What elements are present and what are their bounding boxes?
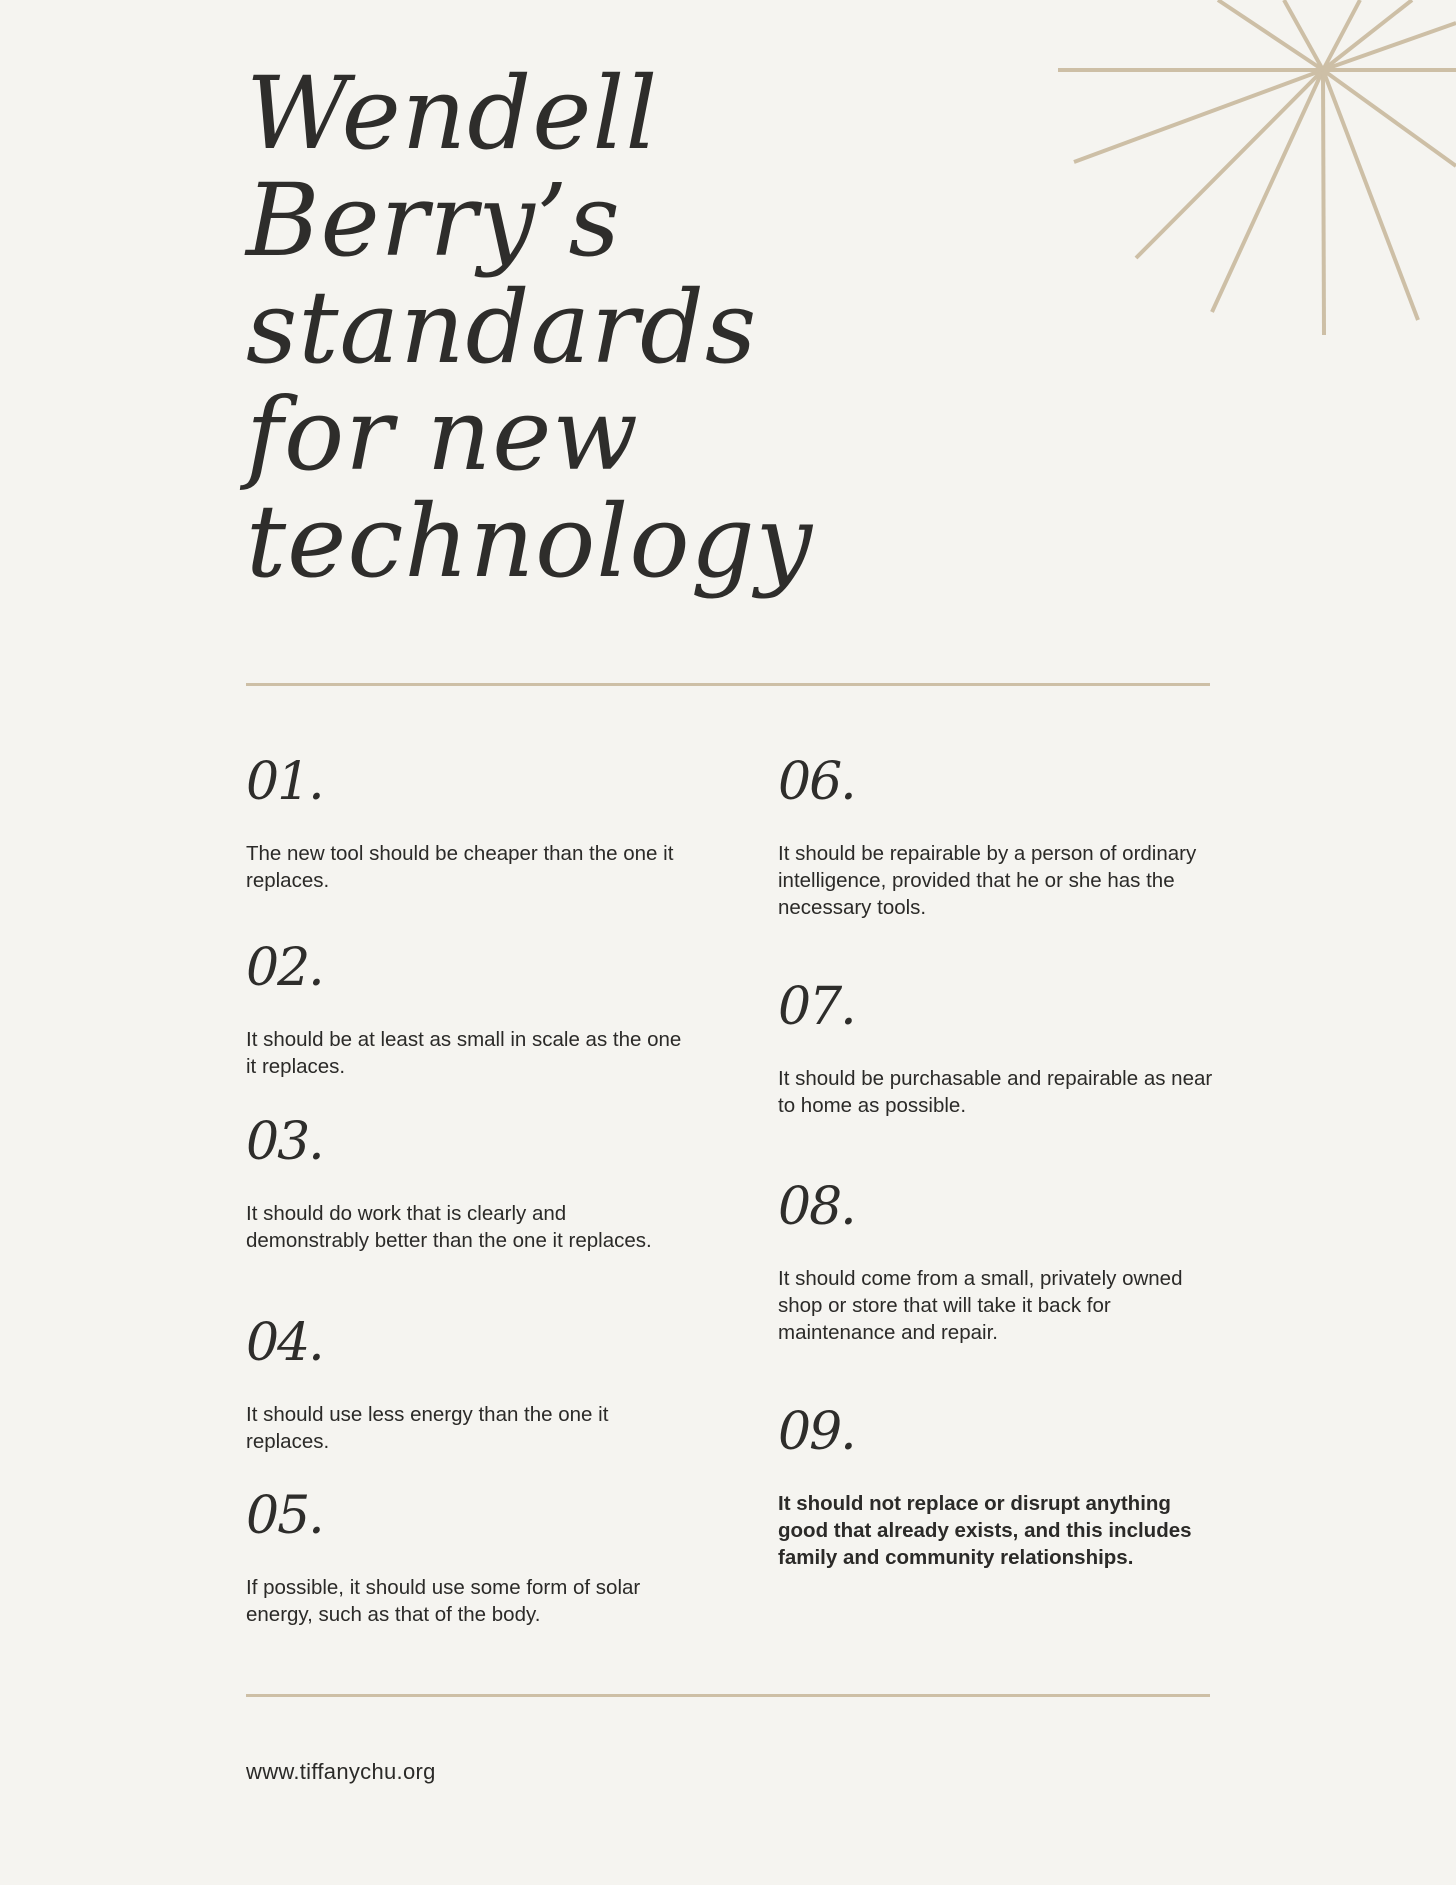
standard-item	[246, 1112, 686, 1252]
standard-text: It should use less energy than the one it replaces.	[246, 1403, 609, 1453]
standard-text: It should be purchasable and repairable as near to home as possible.	[778, 1067, 1213, 1117]
standard-text: It should be repairable by a person of ordinary intelligence, provided that he or she has the necessary tools.	[778, 842, 1197, 919]
title-line: for new	[246, 376, 639, 493]
bottom-divider	[246, 1694, 1210, 1697]
standard-number: 06.	[778, 752, 855, 812]
standard-number: 01.	[246, 752, 323, 812]
standard-text: It should be at least as small in scale as the one it replaces.	[246, 1028, 682, 1078]
top-divider	[246, 683, 1210, 686]
title-line: standards	[246, 269, 758, 386]
standard-item	[246, 1486, 686, 1626]
standard-text: It should not replace or disrupt anything good that already exists, and this includes family and community relationships.	[778, 1492, 1192, 1569]
standard-number: 09.	[778, 1402, 855, 1462]
footer-url: www.tiffanychu.org	[246, 1759, 436, 1784]
standard-number: 05.	[246, 1486, 323, 1546]
title-line: technology	[246, 483, 814, 600]
standard-item	[778, 752, 1218, 919]
standard-item	[778, 977, 1218, 1117]
standard-item	[778, 1402, 1218, 1569]
standard-item	[246, 1313, 686, 1453]
standard-text: It should come from a small, privately owned shop or store that will take it back for maintenance and repair.	[778, 1267, 1183, 1344]
title-line: Berry’s	[246, 162, 621, 279]
standard-number: 03.	[246, 1112, 323, 1172]
title-line: Wendell	[246, 55, 659, 172]
standard-item	[246, 752, 686, 892]
standard-item	[778, 1177, 1218, 1344]
standard-number: 04.	[246, 1313, 323, 1373]
standard-text: If possible, it should use some form of solar energy, such as that of the body.	[246, 1576, 641, 1626]
standard-text: The new tool should be cheaper than the one it replaces.	[246, 842, 674, 892]
standard-number: 02.	[246, 938, 323, 998]
standard-number: 08.	[778, 1177, 855, 1237]
standard-text: It should do work that is clearly and demonstrably better than the one it replaces.	[246, 1202, 652, 1252]
standard-number: 07.	[778, 977, 855, 1037]
page-title	[246, 55, 886, 600]
standard-item	[246, 938, 686, 1078]
